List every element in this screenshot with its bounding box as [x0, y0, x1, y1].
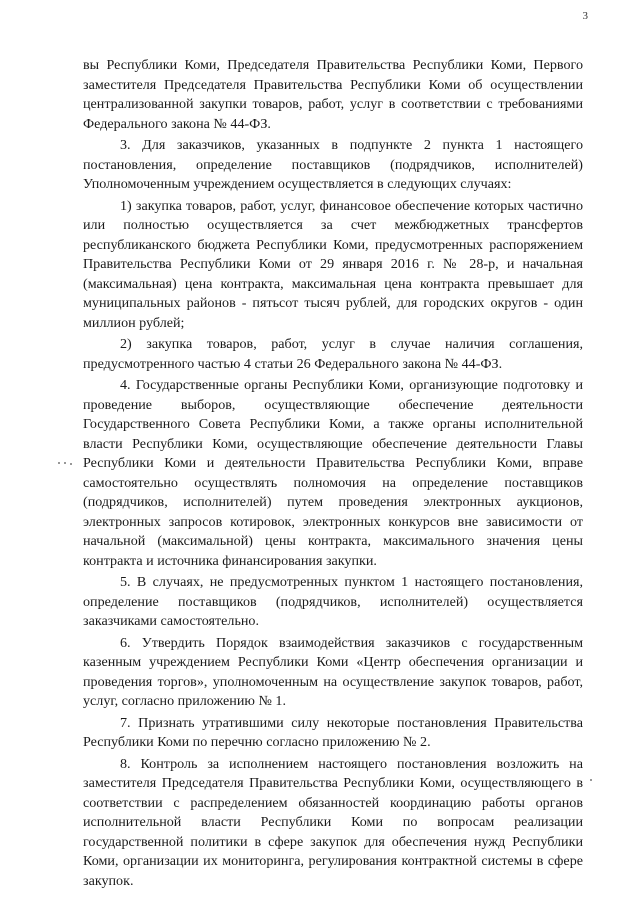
scan-speck: [590, 779, 592, 781]
scan-speck: [58, 462, 60, 464]
page-number: 3: [582, 10, 588, 22]
paragraph-item-7: 7. Признать утратившими силу некоторые постановления Правительства Республики Коми по перечню согласно приложению № 2.: [83, 714, 583, 750]
paragraph-item-4: 4. Государственные органы Республики Коми, организующие подготовку и проведение выборов, осуществляющие обеспечение деятельности Государственного Совета Республики Коми, а также органы исполнительной власти Республики Коми, осуществляющие обеспечение деятельности Главы Республики Коми и деятельности Правительства Республики Коми, вправе самостоятельно осуществлять полномочия на определение поставщиков (подрядчиков, исполнителей) путем проведения электронных аукционов, электронных запросов котировок, электронных конкурсов вне зависимости от начальной (максимальной) цены контракта, максимального значения цены контракта и источника финансирования закупки.: [83, 377, 583, 569]
document-body: [83, 56, 583, 893]
paragraph-continuation: вы Республики Коми, Председателя Правительства Республики Коми, Первого заместителя Председателя Правительства Республики Коми об осуществлении централизованной закупки товаров, работ, услуг в соответствии с требованиями Федерального закона № 44-ФЗ.: [83, 57, 583, 132]
paragraph-item-3-2: 2) закупка товаров, работ, услуг в случае наличия соглашения, предусмотренного частью 4 статьи 26 Федерального закона № 44-ФЗ.: [83, 336, 583, 372]
paragraph-item-8: 8. Контроль за исполнением настоящего постановления возложить на заместителя Председателя Правительства Республики Коми, осуществляющего в соответствии с распределением обязанностей координацию работы органов исполнительной власти Республики Коми по вопросам реализации государственной политики в сфере закупок для обеспечения нужд Республики Коми, организации их мониторинга, регулирования контрактной системы в сфере закупок.: [83, 755, 583, 889]
paragraph-item-3-1: 1) закупка товаров, работ, услуг, финансовое обеспечение которых частично или полностью осуществляется за счет межбюджетных трансфертов республиканского бюджета Республики Коми, предусмотренных распоряжением Правительства Республики Коми от 29 января 2016 г. № 28-р, и начальная (максимальная) цена контракта, максимальная цена контракта превышает для муниципальных районов - пятьсот тысяч рублей, для городских округов - один миллион рублей;: [83, 197, 583, 331]
scan-speck: [64, 462, 66, 464]
scan-speck: [70, 463, 72, 465]
paragraph-item-3: 3. Для заказчиков, указанных в подпункте 2 пункта 1 настоящего постановления, определение поставщиков (подрядчиков, исполнителей) Уполномоченным учреждением осуществляется в следующих случаях:: [83, 137, 583, 192]
paragraph-item-6: 6. Утвердить Порядок взаимодействия заказчиков с государственным казенным учреждением Республики Коми «Центр обеспечения организации и проведения торгов», уполномоченным на осуществление закупок товаров, работ, услуг, согласно приложению № 1.: [83, 634, 583, 709]
paragraph-item-5: 5. В случаях, не предусмотренных пунктом 1 настоящего постановления, определение поставщиков (подрядчиков, исполнителей) осуществляется заказчиками самостоятельно.: [83, 574, 583, 629]
